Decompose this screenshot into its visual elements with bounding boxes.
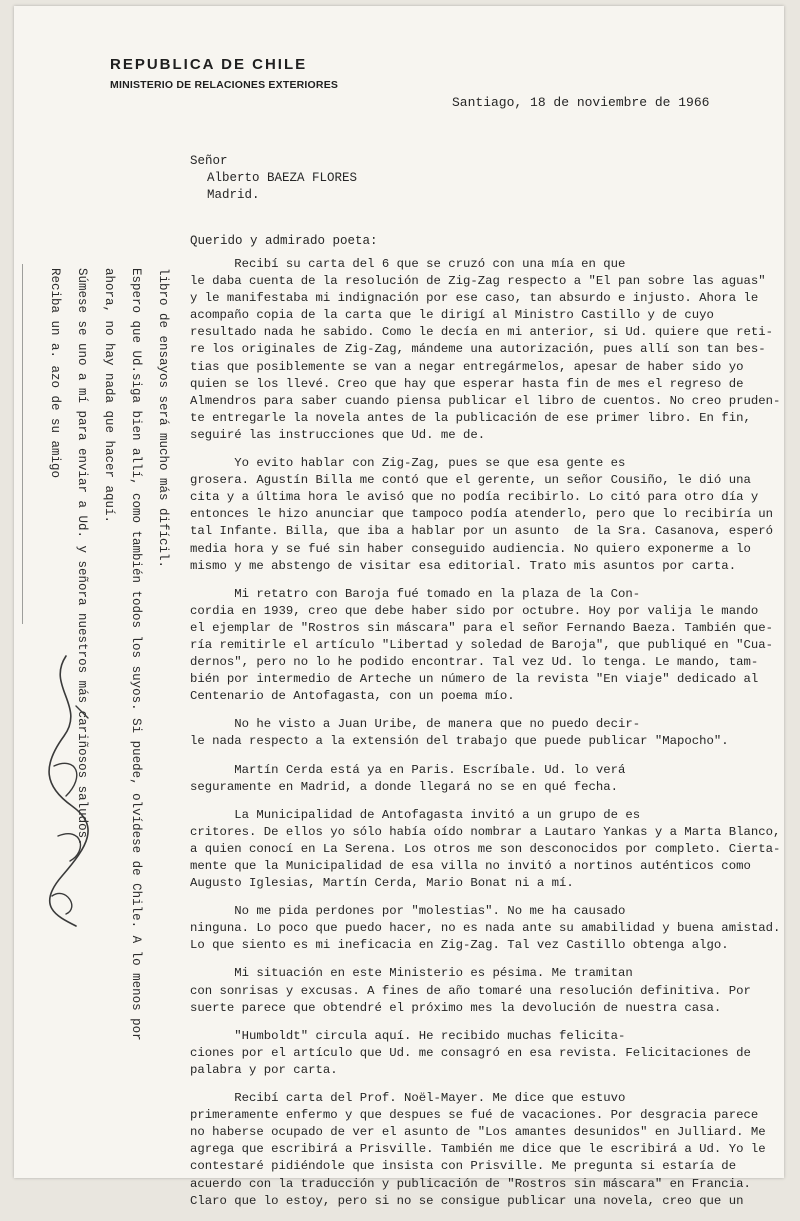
- paragraph-line: ría remitirle el artículo "Libertad y soledad de Baroja", que publiqué en "Cua-: [190, 637, 773, 652]
- paragraph-line: Mi situación en este Ministerio es pésima. Me tramitan: [190, 966, 633, 981]
- paragraph-line: cita y a última hora le avisó que no podía recibirlo. Lo citó para otro día y: [190, 490, 759, 505]
- letter-paragraph: [190, 807, 786, 892]
- paragraph-line: seguiré las instrucciones que Ud. me de.: [190, 427, 486, 442]
- letter-paragraph: [190, 903, 786, 954]
- paragraph-line: grosera. Agustín Billa me contó que el gerente, un señor Cousiño, le dió una: [190, 473, 751, 488]
- paragraph-line: primeramente enfermo y que despues se fué de vacaciones. Por desgracia parece: [190, 1108, 759, 1123]
- letter-paragraph: [190, 586, 786, 706]
- handwritten-signature: [36, 646, 106, 936]
- margin-note-line: Súmese se uno a mí para enviar a Ud. y señora nuestros más cariñosos saludos.: [75, 268, 89, 846]
- paragraph-line: te entregarle la novela antes de la publicación de ese primer libro. En fin,: [190, 410, 751, 425]
- paragraph-line: palabra y por carta.: [190, 1062, 338, 1077]
- paragraph-line: ciones por el artículo que Ud. me consagró en esa revista. Felicitaciones de: [190, 1045, 751, 1060]
- letter-paragraph: [190, 1090, 786, 1210]
- paragraph-line: con sonrisas y excusas. A fines de año tomaré una resolución definitiva. Por: [190, 983, 751, 998]
- paragraph-line: Martín Cerda está ya en Paris. Escríbale. Ud. lo verá: [190, 762, 626, 777]
- recipient-name: Alberto BAEZA FLORES: [207, 171, 358, 185]
- paragraph-line: le nada respecto a la extensión del trabajo que puede publicar "Mapocho".: [190, 734, 729, 749]
- paragraph-line: Augusto Iglesias, Martín Cerda, Mario Bonat ni a mí.: [190, 876, 574, 891]
- paragraph-line: media hora y se fué sin haber conseguido audiencia. No quiero exponerme a lo: [190, 541, 751, 556]
- paragraph-line: contestaré pidiéndole que insista con Prisville. Me pregunta si estaría de: [190, 1159, 737, 1174]
- paragraph-line: Centenario de Antofagasta, con un poema mío.: [190, 689, 515, 704]
- paragraph-line: mente que la Municipalidad de esa villa no invitó a nortinos auténticos como: [190, 859, 751, 873]
- letter-paragraph: [190, 1028, 786, 1079]
- paragraph-line: a quien conocí en La Serena. Los otros me son desconocidos por completo. Cierta-: [190, 841, 781, 856]
- paragraph-line: Almendros para saber cuando piensa publicar el libro de cuentos. No creo pruden-: [190, 393, 781, 408]
- margin-note-line: ahora, no hay nada que hacer aquí.: [102, 268, 116, 524]
- paragraph-line: re los originales de Zig-Zag, mándeme una autorización, pues allí son tan bes-: [190, 342, 766, 357]
- paragraph-line: cordia en 1939, creo que debe haber sido por octubre. Hoy por valija le mando: [190, 603, 759, 618]
- paragraph-line: ninguna. Lo poco que puedo hacer, no es nada ante su amabilidad y buena amistad.: [190, 921, 781, 936]
- recipient-address: [190, 153, 357, 204]
- paragraph-line: resultado nada he sabido. Como le decía en mi anterior, si Ud. quiere que reti-: [190, 325, 773, 340]
- paragraph-line: Recibí carta del Prof. Noël-Mayer. Me dice que estuvo: [190, 1091, 626, 1106]
- paragraph-line: bién por intermedio de Arteche un número de la revista "En viaje" dedicado al: [190, 672, 759, 687]
- paragraph-line: Yo evito hablar con Zig-Zag, pues se que esa gente es: [190, 456, 626, 471]
- paragraph-line: No he visto a Juan Uribe, de manera que no puedo decir-: [190, 717, 641, 732]
- margin-note-line: libro de ensayos será mucho más difícil.: [156, 268, 170, 569]
- paragraph-line: tal Infante. Billa, que iba a hablar por un asunto de la Sra. Casanova, esperó: [190, 524, 773, 539]
- paragraph-line: "Humboldt" circula aquí. He recibido muchas felicita-: [190, 1028, 626, 1043]
- margin-bracket: [22, 264, 33, 624]
- paragraph-line: acuerdo con la traducción y publicación de "Rostros sin máscara" en Francia.: [190, 1176, 751, 1191]
- letter-sheet: [14, 6, 784, 1208]
- letter-paragraph: [190, 455, 786, 575]
- letter-date: Santiago, 18 de noviembre de 1966: [452, 95, 710, 110]
- recipient-city: Madrid.: [207, 188, 260, 202]
- paragraph-line: entonces le hizo anunciar que tampoco podía atenderlo, pero que lo recibiría un: [190, 507, 773, 522]
- letter-paragraph: [190, 762, 786, 796]
- letterhead: [110, 56, 338, 91]
- paragraph-line: No me pida perdones por "molestias". No me ha causado: [190, 904, 626, 919]
- paragraph-line: agrega que escribirá a Prisville. También me dice que le escribirá a Ud. Yo le: [190, 1142, 766, 1157]
- salutation: Querido y admirado poeta:: [190, 234, 378, 248]
- margin-note-line: Reciba un a. azo de su amigo: [48, 268, 62, 479]
- paragraph-line: Mi retatro con Baroja fué tomado en la plaza de la Con-: [190, 586, 641, 601]
- paragraph-line: mismo y me abstengo de visitar esa editorial. Trato mis asuntos por carta.: [190, 558, 737, 573]
- paragraph-line: Lo que siento es mi ineficacia en Zig-Zag. Tal vez Castillo obtenga algo.: [190, 938, 729, 953]
- paragraph-line: suerte parece que obtendré el próximo mes la devolución de nuestra casa.: [190, 1000, 722, 1015]
- recipient-title: Señor: [190, 154, 228, 168]
- signature-icon: [36, 646, 106, 936]
- letter-paragraph: [190, 716, 786, 750]
- paragraph-line: le daba cuenta de la resolución de Zig-Zag respecto a "El pan sobre las aguas": [190, 274, 766, 289]
- paragraph-line: tias que posiblemente se van a negar entregármelos, apesar de haber sido yo: [190, 359, 744, 374]
- letter-paragraph: [190, 965, 786, 1016]
- paragraph-line: critores. De ellos yo sólo había oído nombrar a Lautaro Yankas y a Marta Blanco,: [190, 824, 781, 839]
- paragraph-line: el ejemplar de "Rostros sin máscara" para el señor Fernando Baeza. También que-: [190, 620, 773, 635]
- paragraph-line: no haberse ocupado de ver el asunto de "Los amantes desunidos" en Julliard. Me: [190, 1125, 766, 1140]
- letterhead-country: REPUBLICA DE CHILE: [110, 56, 308, 73]
- paragraph-line: Recibí su carta del 6 que se cruzó con una mía en que: [190, 257, 626, 271]
- paragraph-line: seguramente en Madrid, a donde llegará no se en qué fecha.: [190, 779, 619, 794]
- letter-body: [190, 256, 786, 1221]
- paragraph-line: acompaño copia de la carta que le dirigí al Ministro Castillo y de cuyo: [190, 308, 714, 323]
- paragraph-line: quien se los llevé. Creo que hay que esperar hasta fin de mes el regreso de: [190, 376, 744, 391]
- margin-note-line: Espero que Ud.siga bien allí, como también todos los suyos. Si puede, olvídese de Chile. A lo menos por: [129, 268, 143, 1041]
- paragraph-line: dernos", pero no lo he podido encontrar. Tal vez Ud. lo tenga. Le mando, tam-: [190, 655, 759, 670]
- paragraph-line: y le manifestaba mi indignación por ese caso, tan absurdo e injusto. Ahora le: [190, 291, 759, 306]
- paragraph-line: Claro que lo estoy, pero si no se consigue publicar una novela, creo que un: [190, 1193, 744, 1208]
- letterhead-ministry: MINISTERIO DE RELACIONES EXTERIORES: [110, 79, 339, 91]
- letter-paragraph: [190, 256, 786, 444]
- paragraph-line: La Municipalidad de Antofagasta invitó a un grupo de es: [190, 807, 641, 822]
